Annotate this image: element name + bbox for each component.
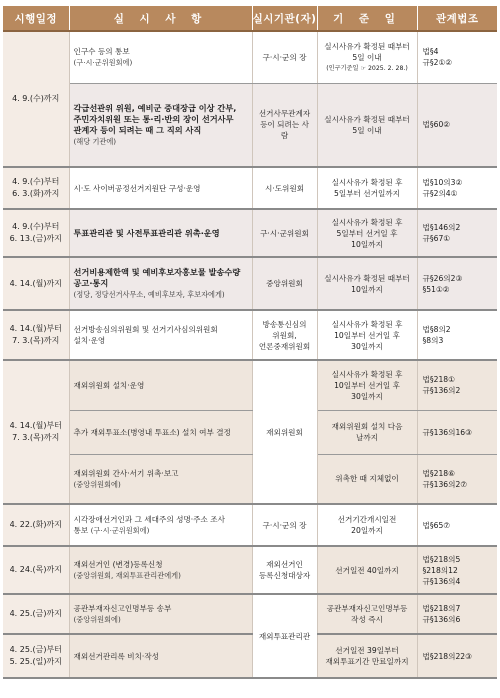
law-cell: 법§60② (417, 83, 497, 167)
agency-cell: 구·시·군위원회 (252, 209, 317, 257)
content-cell: 시·도 사이버공정선거지원단 구성·운영 (69, 167, 252, 209)
agency-cell: 구·시·군의 장 (252, 504, 317, 546)
law-cell: 법§146의2 규§67① (417, 209, 497, 257)
content-cell: 재외위원회 간사·서기 위촉·보고 (중앙위원회에) (69, 454, 252, 504)
standard-cell: 선거일전 39일부터 재외투표기간 만료일까지 (317, 634, 417, 678)
law-cell: 법§218의7 규§136의6 (417, 594, 497, 634)
standard-cell: 재외위원회 설치 다음 날까지 (317, 410, 417, 454)
header-content: 실 시 사 항 (69, 6, 252, 31)
table-row (3, 410, 497, 454)
content-cell: 공관부재자신고인명부등 송부 (중앙위원회에) (69, 594, 252, 634)
content-cell: 선거방송심의위원회 및 선거기사심의위원회 설치·운영 (69, 310, 252, 360)
table-row (3, 310, 497, 360)
standard-cell: 실시사유가 확정된 후 10일부터 선거일 후 30일까지 (317, 310, 417, 360)
content-cell: 인구수 등의 통보 (구·시·군위원회에) (69, 31, 252, 83)
content-cell: 재외위원회 설치·운영 (69, 360, 252, 410)
date-cell: 4. 14.(월)부터 7. 3.(목)까지 (3, 310, 69, 360)
table-row (3, 31, 497, 83)
law-cell: 법§4 규§2①② (417, 31, 497, 83)
law-cell: 법§218의5 §218의12 규§136의4 (417, 546, 497, 594)
standard-cell: 실시사유가 확정된 때부터 10일까지 (317, 257, 417, 310)
standard-cell: 실시사유가 확정된 때부터 5일 이내 (인구기준일 ☞ 2025. 2. 28.) (317, 31, 417, 83)
law-cell: 규§136의16③ (417, 410, 497, 454)
content-cell: 각급선관위 위원, 예비군 중대장급 이상 간부, 주민자치위원 또는 통·리·반의 장이 선거사무 관계자 등이 되려는 때 그 직의 사직 (해당 기관에) (69, 83, 252, 167)
header-agency: 실시기관(자) (252, 6, 317, 31)
schedule-table-wrapper (3, 6, 497, 679)
date-cell: 4. 9.(수)부터 6. 3.(화)까지 (3, 167, 69, 209)
content-cell: 재외선거관리록 비치·작성 (69, 634, 252, 678)
table-row (3, 594, 497, 634)
agency-cell: 시·도위원회 (252, 167, 317, 209)
date-cell: 4. 14.(월)까지 (3, 257, 69, 310)
content-cell: 투표관리관 및 사전투표관리관 위촉·운영 (69, 209, 252, 257)
standard-cell: 실시사유가 확정된 후 5일부터 선거일 후 10일까지 (317, 209, 417, 257)
standard-cell: 실시사유가 확정된 후 5일부터 선거일까지 (317, 167, 417, 209)
law-cell: 법§8의2 §8의3 (417, 310, 497, 360)
law-cell: 법§218⑥ 규§136의2⑦ (417, 454, 497, 504)
law-cell: 법§10의3② 규§2의4① (417, 167, 497, 209)
election-schedule-table (3, 6, 497, 679)
content-cell: 시각장애선거인과 그 세대주의 성명·주소 조사 통보 (구·시·군위원회에) (69, 504, 252, 546)
standard-cell: 선거일전 40일까지 (317, 546, 417, 594)
date-cell: 4. 14.(월)부터 7. 3.(목)까지 (3, 360, 69, 504)
agency-cell: 재외투표관리관 (252, 594, 317, 678)
date-cell: 4. 22.(화)까지 (3, 504, 69, 546)
date-cell: 4. 25.(금)부터 5. 25.(일)까지 (3, 634, 69, 678)
law-cell: 규§26의2③ §51①② (417, 257, 497, 310)
table-row (3, 209, 497, 257)
table-row (3, 83, 497, 167)
table-row (3, 504, 497, 546)
standard-cell: 위촉한 때 지체없이 (317, 454, 417, 504)
table-row (3, 257, 497, 310)
law-cell: 법§218① 규§136의2 (417, 360, 497, 410)
table-row (3, 360, 497, 410)
content-cell: 선거비용제한액 및 예비후보자홍보물 발송수량 공고·통지 (정당, 정당선거사무소, 예비후보자, 후보자에게) (69, 257, 252, 310)
table-row (3, 167, 497, 209)
date-cell: 4. 9.(수)부터 6. 13.(금)까지 (3, 209, 69, 257)
standard-cell: 실시사유가 확정된 때부터 5일 이내 (317, 83, 417, 167)
agency-cell: 재외위원회 (252, 360, 317, 504)
date-cell: 4. 9.(수)까지 (3, 31, 69, 167)
header-law: 관계법조 (417, 6, 497, 31)
agency-cell: 재외선거인 등록신청대상자 (252, 546, 317, 594)
law-cell: 법§65⑦ (417, 504, 497, 546)
table-row (3, 634, 497, 678)
table-header-row (3, 6, 497, 31)
law-cell: 법§218의22③ (417, 634, 497, 678)
table-row (3, 454, 497, 504)
agency-cell: 구·시·군의 장 (252, 31, 317, 83)
content-cell: 재외선거인 (변경)등록신청 (중앙위원회, 재외투표관리관에게) (69, 546, 252, 594)
standard-cell: 실시사유가 확정된 후 10일부터 선거일 후 30일까지 (317, 360, 417, 410)
table-row (3, 546, 497, 594)
content-cell: 추가 재외투표소(병영내 투표소) 설치 여부 결정 (69, 410, 252, 454)
header-date: 시행일정 (3, 6, 69, 31)
standard-cell: 선거기간개시일전 20일까지 (317, 504, 417, 546)
agency-cell: 중앙위원회 (252, 257, 317, 310)
date-cell: 4. 25.(금)까지 (3, 594, 69, 634)
standard-cell: 공관부재자신고인명부등 작성 즉시 (317, 594, 417, 634)
header-standard: 기 준 일 (317, 6, 417, 31)
agency-cell: 선거사무관계자 등이 되려는 사람 (252, 83, 317, 167)
agency-cell: 방송통신심의 위원회, 언론중재위원회 (252, 310, 317, 360)
date-cell: 4. 24.(목)까지 (3, 546, 69, 594)
